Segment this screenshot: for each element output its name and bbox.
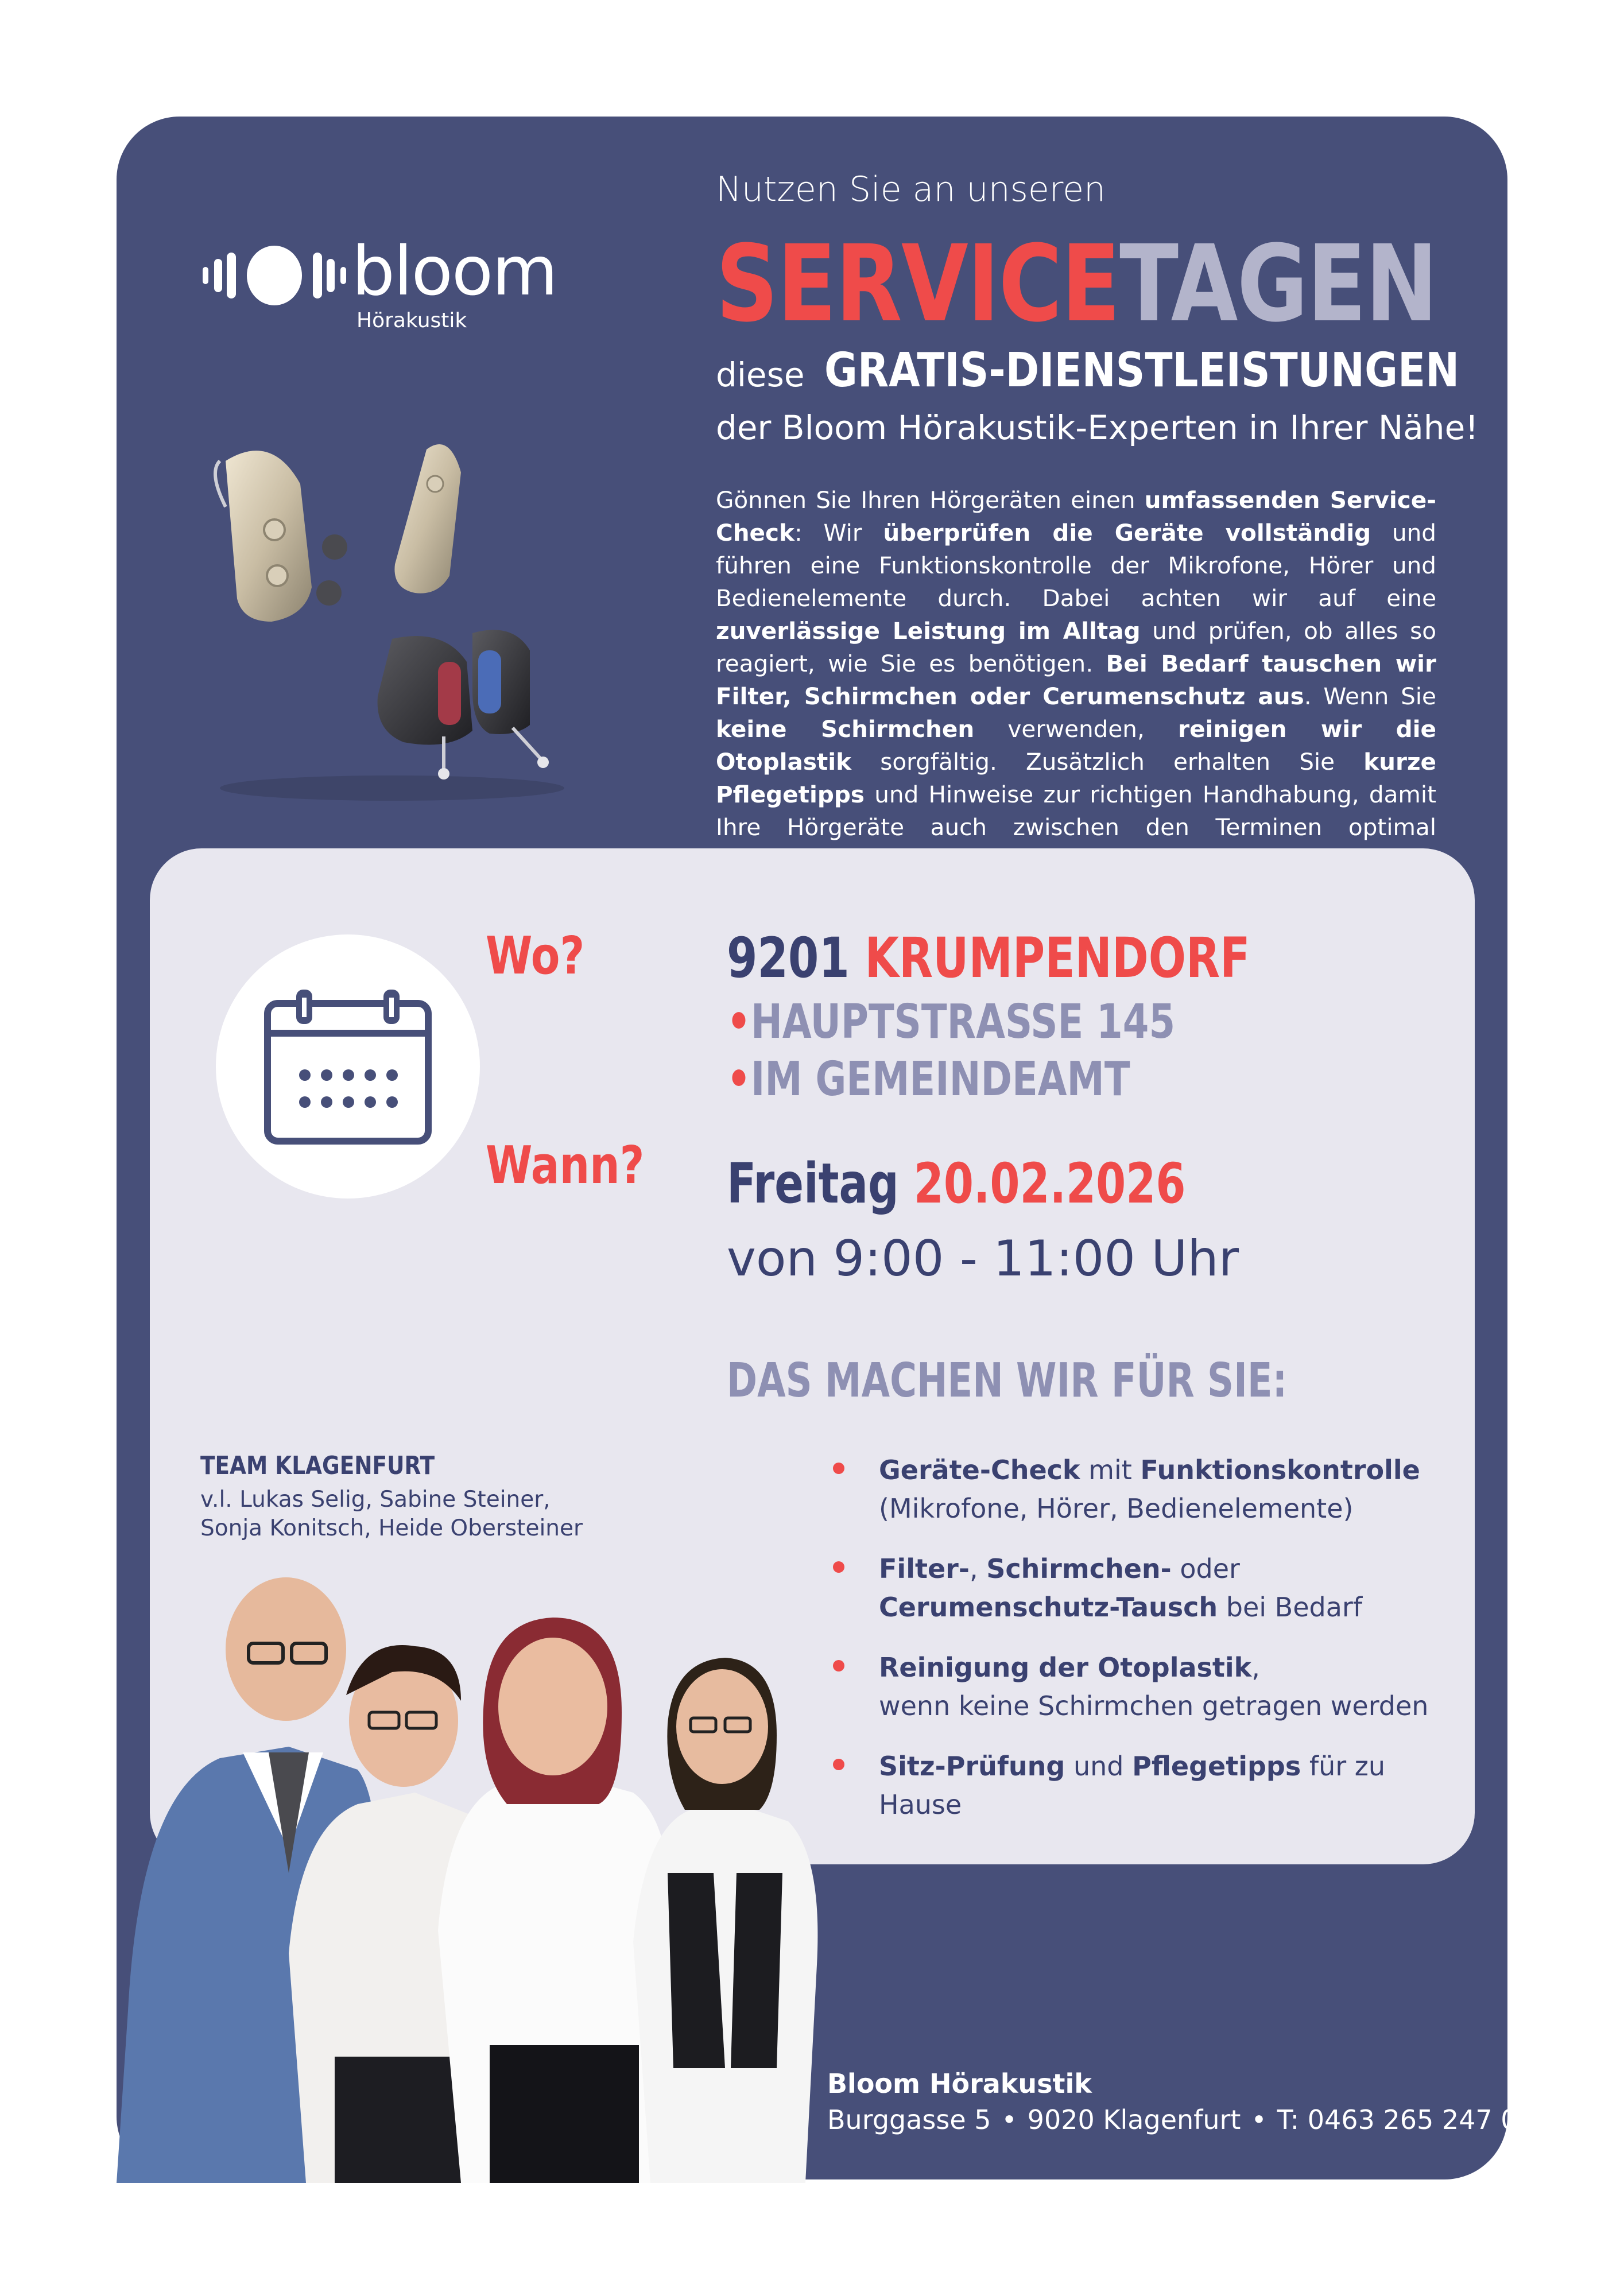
service-item: Sitz-Prüfung und Pflegetipps für zu Hause <box>833 1747 1464 1824</box>
services-list <box>833 1451 1464 1846</box>
intro-paragraph: Gönnen Sie Ihren Hörgeräten einen umfassenden Service-Check: Wir überprüfen die Geräte vollständig und führen eine Funktionskontrolle der Mikrofone, Hörer und Bedienelemente durch. Dabei achten wir auf eine zuverlässige Leistung im Alltag und prüfen, ob alles so reagiert, wie Sie es benötigen. Bei Bedarf tauschen wir Filter, Schirmchen oder Cerumenschutz aus. Wenn Sie keine Schirmchen verwenden, reinigen wir die Otoplastik sorgfältig. Zusätzlich erhalten Sie kurze Pflegetipps und Hinweise zur richtigen Handhabung, damit Ihre Hörgeräte auch zwischen den Terminen optimal <box>716 486 1436 841</box>
headline-service: SERVICE <box>716 223 1120 346</box>
bullet-icon <box>833 1463 844 1474</box>
bullet-icon <box>833 1660 844 1671</box>
event-city-name: KRUMPENDORF <box>865 926 1250 990</box>
brand-name: bloom <box>352 231 557 311</box>
headline <box>716 223 1437 346</box>
event-address-1: •HAUPTSTRASSE 145 <box>727 995 1176 1049</box>
event-address-2: •IM GEMEINDEAMT <box>727 1052 1130 1107</box>
team-member-4 <box>633 1658 817 2183</box>
brand-subtitle: Hörakustik <box>356 309 467 332</box>
bullet-icon <box>833 1759 844 1770</box>
flyer-card <box>117 117 1534 2179</box>
event-date <box>727 1151 1185 1216</box>
calendar-icon <box>216 934 480 1199</box>
event-postcode: 9201 <box>727 926 850 990</box>
footer-address: Burggasse 5 • 9020 Klagenfurt • T: 0463 265 247 00 <box>827 2104 1534 2135</box>
team-title: TEAM KLAGENFURT <box>200 1451 435 1480</box>
bloom-logo-icon <box>203 244 346 307</box>
event-time: von 9:00 - 11:00 Uhr <box>727 1230 1239 1287</box>
subheadline-line2: der Bloom Hörakustik-Experten in Ihrer Nähe! <box>716 408 1479 447</box>
service-item: Reinigung der Otoplastik, wenn keine Schirmchen getragen werden <box>833 1649 1464 1725</box>
team-names: v.l. Lukas Selig, Sabine Steiner, Sonja Konitsch, Heide Obersteiner <box>200 1487 583 1541</box>
event-date-value: 20.02.2026 <box>913 1151 1186 1216</box>
event-city <box>727 926 1250 990</box>
event-weekday: Freitag <box>727 1151 899 1216</box>
footer-company: Bloom Hörakustik <box>827 2068 1092 2099</box>
team-photo <box>117 1552 834 2183</box>
service-item: Geräte-Check mit Funktionskontrolle (Mikrofone, Hörer, Bedienelemente) <box>833 1451 1464 1528</box>
service-item: Filter-, Schirmchen- oder Cerumenschutz-Tausch bei Bedarf <box>833 1550 1464 1627</box>
headline-tagen: TAGEN <box>1119 223 1437 346</box>
when-label: Wann? <box>486 1135 645 1196</box>
hearing-aids-illustration <box>203 438 639 805</box>
team-member-3 <box>438 1618 670 2183</box>
calendar-badge <box>216 934 480 1199</box>
subheadline-prefix: diese <box>716 355 805 394</box>
lead-text: Nutzen Sie an unseren <box>716 169 1106 210</box>
subheadline-emphasis: GRATIS-DIENSTLEISTUNGEN <box>824 343 1459 398</box>
subheadline <box>716 343 1563 398</box>
where-label: Wo? <box>486 926 585 986</box>
bullet-icon <box>833 1561 844 1573</box>
services-heading: DAS MACHEN WIR FÜR SIE: <box>727 1353 1288 1408</box>
